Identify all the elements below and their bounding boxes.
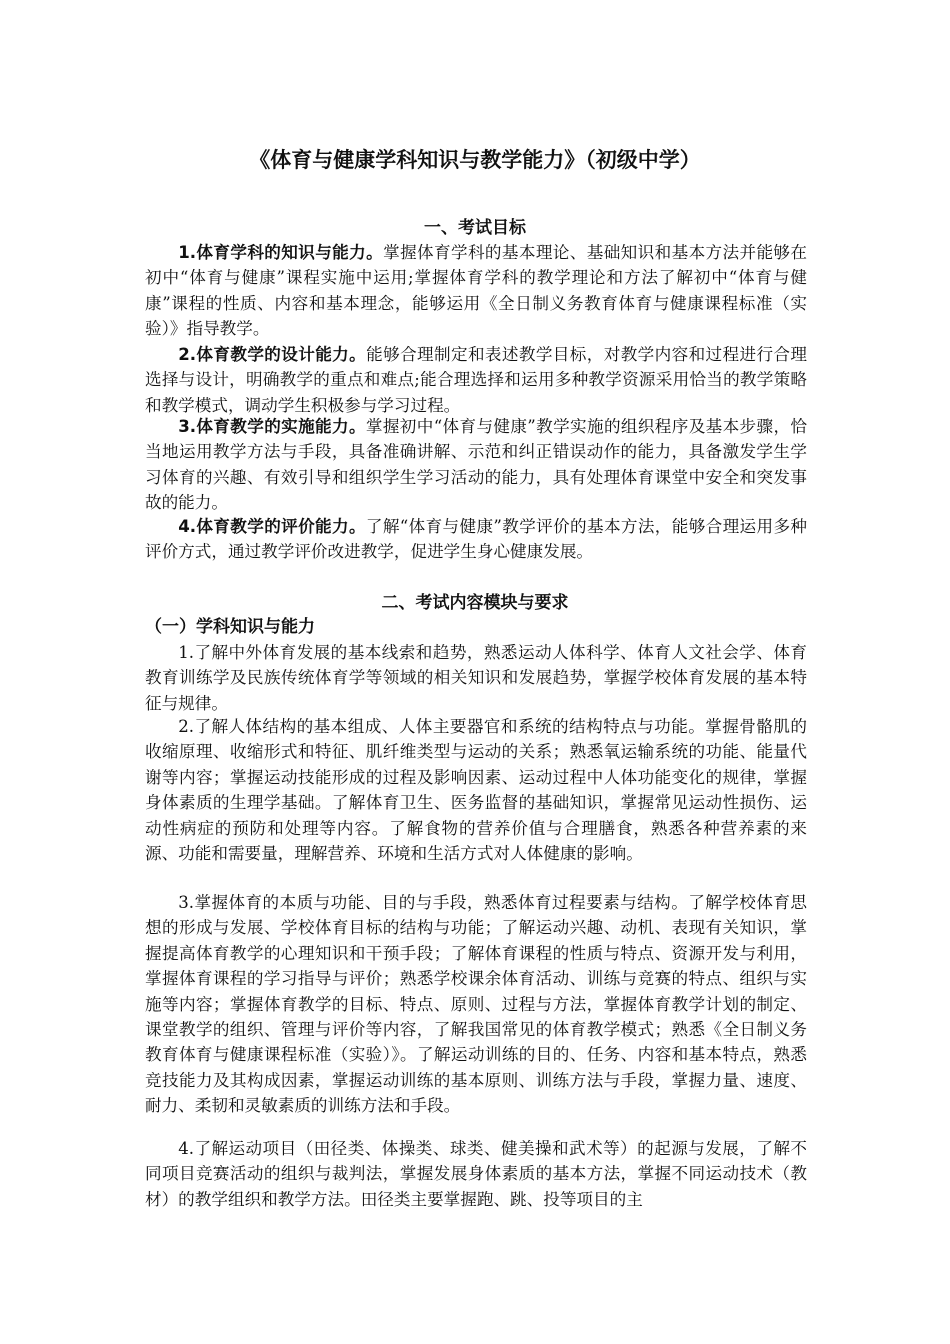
objective-lead: 2.体育教学的设计能力。: [178, 345, 367, 364]
objective-lead: 1.体育学科的知识与能力。: [178, 243, 384, 262]
objective-paragraph: [145, 342, 807, 418]
objective-lead: 3.体育教学的实施能力。: [178, 417, 366, 436]
objective-paragraph: [145, 414, 807, 516]
objective-text: 能够合理制定和表述教学目标，对教学内容和过程进行合理选择与设计，明确教学的重点和难点;能合理选择和运用多种教学资源采用恰当的教学策略和教学模式，调动学生积极参与学习过程。: [145, 345, 807, 415]
objective-text: 掌握体育学科的基本理论、基础知识和基本方法并能够在初中“体育与健康”课程实施中运用;掌握体育学科的教学理论和方法了解初中“体育与健康”课程的性质、内容和基本理念，能够运用《全日制义务教育体育与健康课程标准（实验）》指导教学。: [145, 243, 807, 339]
content-paragraph: 2.了解人体结构的基本组成、人体主要器官和系统的结构特点与功能。掌握骨骼肌的收缩原理、收缩形式和特征、肌纤维类型与运动的关系；熟悉氧运输系统的功能、能量代谢等内容；掌握运动技能形成的过程及影响因素、运动过程中人体功能变化的规律，掌握身体素质的生理学基础。了解体育卫生、医务监督的基础知识，掌握常见运动性损伤、运动性病症的预防和处理等内容。了解食物的营养价值与合理膳食，熟悉各种营养素的来源、功能和需要量，理解营养、环境和生活方式对人体健康的影响。: [145, 717, 807, 864]
content-paragraph: 4.了解运动项目（田径类、体操类、球类、健美操和武术等）的起源与发展，了解不同项目竞赛活动的组织与裁判法，掌握发展身体素质的基本方法，掌握不同运动技术（教材）的教学组织和教学方法。田径类主要掌握跑、跳、投等项目的主: [145, 1139, 807, 1209]
content-paragraph: 1.了解中外体育发展的基本线索和趋势，熟悉运动人体科学、体育人文社会学、体育教育训练学及民族传统体育学等领域的相关知识和发展趋势，掌握学校体育发展的基本特征与规律。: [145, 643, 807, 713]
objective-text: 了解“体育与健康”教学评价的基本方法，能够合理运用多种评价方式，通过教学评价改进教学，促进学生身心健康发展。: [145, 517, 807, 562]
subsection-heading: （一）学科知识与能力: [145, 617, 315, 637]
document-title: 《体育与健康学科知识与教学能力》（初级中学）: [249, 148, 701, 172]
objective-text: 掌握初中“体育与健康”教学实施的组织程序及基本步骤，恰当地运用教学方法与手段，具备准确讲解、示范和纠正错误动作的能力，具备激发学生学习体育的兴趣、有效引导和组织学生学习活动的能力，具有处理体育课堂中安全和突发事故的能力。: [145, 417, 807, 513]
section-heading-exam-objectives: 一、考试目标: [424, 218, 526, 238]
objective-lead: 4.体育教学的评价能力。: [178, 517, 366, 536]
objective-paragraph: [145, 514, 807, 565]
section-heading-exam-content: 二、考试内容模块与要求: [381, 593, 569, 613]
objective-paragraph: [145, 240, 807, 342]
content-paragraph: 3.掌握体育的本质与功能、目的与手段，熟悉体育过程要素与结构。了解学校体育思想的形成与发展、学校体育目标的结构与功能；了解运动兴趣、动机、表现有关知识，掌握提高体育教学的心理知识和干预手段；了解体育课程的性质与特点、资源开发与利用，掌握体育课程的学习指导与评价；熟悉学校课余体育活动、训练与竞赛的特点、组织与实施等内容；掌握体育教学的目标、特点、原则、过程与方法，掌握体育教学计划的制定、课堂教学的组织、管理与评价等内容，了解我国常见的体育教学模式；熟悉《全日制义务教育体育与健康课程标准（实验）》。了解运动训练的目的、任务、内容和基本特点，熟悉竞技能力及其构成因素，掌握运动训练的基本原则、训练方法与手段，掌握力量、速度、耐力、柔韧和灵敏素质的训练方法和手段。: [145, 893, 807, 1116]
